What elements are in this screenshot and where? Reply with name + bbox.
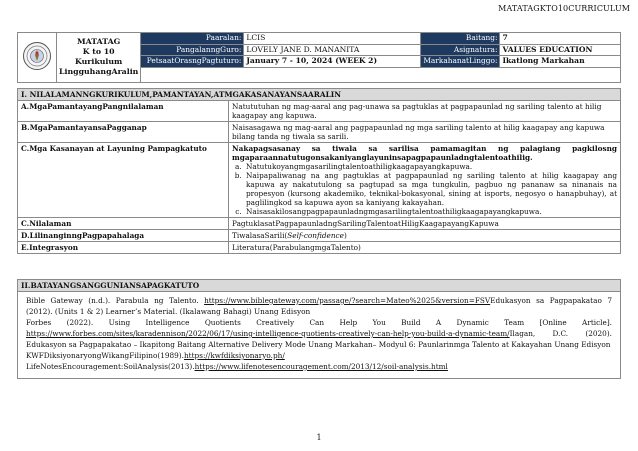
ref-text: LifeNotesEncouragement:SoilAnalysis(2013). [26, 362, 195, 371]
competency-lead: Nakapagsasanay sa tiwala sa sarilisa pamamagitan ng palagiang pagkilosng mgaparaannatutugonsakaniyanglayuninsapagpapaunladngtalentoathilig. [232, 144, 617, 162]
quarter-value: Ikatlong Markahan [500, 56, 621, 68]
reference-entry [26, 295, 612, 317]
reference-entry [26, 350, 612, 361]
teacher-label: PangalanngGuro: [141, 44, 244, 56]
header-spacer [141, 67, 621, 82]
ref-text: Bible Gateway (n.d.). Parabula ng Talento. [26, 296, 205, 305]
value-italic: Self-confidence [287, 231, 344, 240]
subject-label: Asignatura: [421, 44, 500, 56]
row-label: A.MgaPamantayangPangnilalaman [18, 101, 229, 122]
row-text: PagtuklasatPagpapaunladngSarilingTalentoatHiligKaagapayangKapuwa [229, 218, 621, 230]
value-text: TiwalasaSarili( [232, 231, 288, 240]
grade-label: Baitang: [421, 33, 500, 45]
title-line: MATATAG [76, 37, 121, 47]
ref-text: KWFDiksiyonaryongWikangFilipino(1989). [26, 351, 184, 360]
row-label: D.LilinanginngPagpapahalaga [18, 230, 229, 242]
table-row [18, 230, 621, 242]
ref-text: Ilagan, D.C. (2020). Edukasyon sa Pagpapakatao – Ikapitong Baitang Alternative Delivery Mode Unang Markahan– Modyul 6: Paunlarinmga Talento at Kakayahan Unang Edisyon [26, 329, 612, 349]
ref-link[interactable]: https://www.biblegateway.com/passage/?search=Mateo%2025&version=FSV [204, 296, 491, 305]
row-text: Literatura(ParabulangmgaTalento) [229, 242, 621, 254]
value-end: ) [343, 231, 347, 240]
page-number: 1 [316, 433, 322, 442]
title-line: K to 10 Kurikulum [75, 47, 123, 67]
logo-cell [18, 33, 57, 83]
ref-link[interactable]: https://www.lifenotesencouragement.com/2013/12/soil-analysis.html [194, 362, 448, 371]
objectives-list [232, 162, 617, 216]
title-line: LingguhangAralin [59, 67, 139, 77]
table-row [18, 218, 621, 230]
row-label: B.MgaPamantayansaPagganap [18, 122, 229, 143]
row-label: E.Integrasyon [18, 242, 229, 254]
grade-value: 7 [500, 33, 621, 45]
reference-entry [26, 317, 612, 350]
section1-heading: I. NILALAMANNGKURIKULUM,PAMANTAYAN,ATMGAKASANAYANSAARALIN [18, 89, 621, 101]
ref-link[interactable]: https://www.forbes.com/sites/karadennison/2022/06/17/using-intelligence-quotients-creatively-can-help-you-build-a-dynamic-team/ [26, 329, 510, 338]
competency-cell [229, 143, 621, 218]
table-row [18, 143, 621, 218]
table-row [18, 122, 621, 143]
table-row [18, 242, 621, 254]
deped-seal-icon [22, 41, 52, 71]
ref-link[interactable]: https://kwfdiksiyonaryo.ph/ [183, 351, 285, 360]
section1-table [17, 88, 621, 254]
list-item: c. Naisasakilosangpagpapaunladngmgasarilingtalentoathiligkaagapayangkapuwa. [244, 207, 617, 216]
list-item: b. Naipapaliwanag na ang pagtuklas at pagpapaunlad ng sariling talento at hilig kaagapay ang kapuwa ay nakatutulong sa pagtupad sa mga tungkulin, pagbuo ng pananaw sa ninanais na propesyon (kursong akademiko, teknikal-bokasyonal, sining at isports, negosyo o hanapbuhay), at paglilingkod sa kapuwa ayon sa kaniyang kakayahan. [244, 171, 617, 207]
row-text: Naisasagawa ng mag-aaral ang pagpapaunlad ng mga sariling talento at hilig kaagapay ang kapuwa bilang tanda ng tiwala sa sarili. [229, 122, 621, 143]
school-label: Paaralan: [141, 33, 244, 45]
row-text: Natututuhan ng mag-aaral ang pag-unawa sa pagtuklas at pagpapaunlad ng sariling talento at hilig kaagapay ang kapuwa. [229, 101, 621, 122]
section2-heading: II.BATAYANGSANGGUNIANSAPAGKATUTO [18, 280, 621, 292]
row-text [229, 230, 621, 242]
ref-text: Edukasyon sa Pagpapakatao 7 (2012). (Units 1 & 2) Learner’s Material. (Ikalawang Bahagi) Unang Edisyon [26, 296, 613, 316]
row-label: C.Nilalaman [18, 218, 229, 230]
references-cell [18, 292, 621, 379]
date-label: PetsaatOrasngPagtuturo: [141, 56, 244, 68]
school-value: LCIS [244, 33, 421, 45]
curriculum-title [57, 33, 141, 83]
section2-table [17, 279, 621, 379]
header-table [17, 32, 621, 83]
table-row [18, 101, 621, 122]
document-code: MATATAGKTO10CURRICULUM [498, 4, 630, 13]
subject-value: VALUES EDUCATION [500, 44, 621, 56]
date-value: January 7 - 10, 2024 (WEEK 2) [244, 56, 421, 68]
row-label: C.Mga Kasanayan at Layuning Pampagkatuto [18, 143, 229, 218]
quarter-label: MarkahanatLinggo: [421, 56, 500, 68]
reference-entry [26, 361, 612, 372]
list-item: a. Natutukoyangmgasarilingtalentoathiligkaagapayangkapuwa. [244, 162, 617, 171]
teacher-value: LOVELY JANE D. MANANITA [244, 44, 421, 56]
ref-text: Forbes (2022). Using Intelligence Quotients Creatively Can Help You Build A Dynamic Team [Online Article]. [26, 318, 612, 327]
